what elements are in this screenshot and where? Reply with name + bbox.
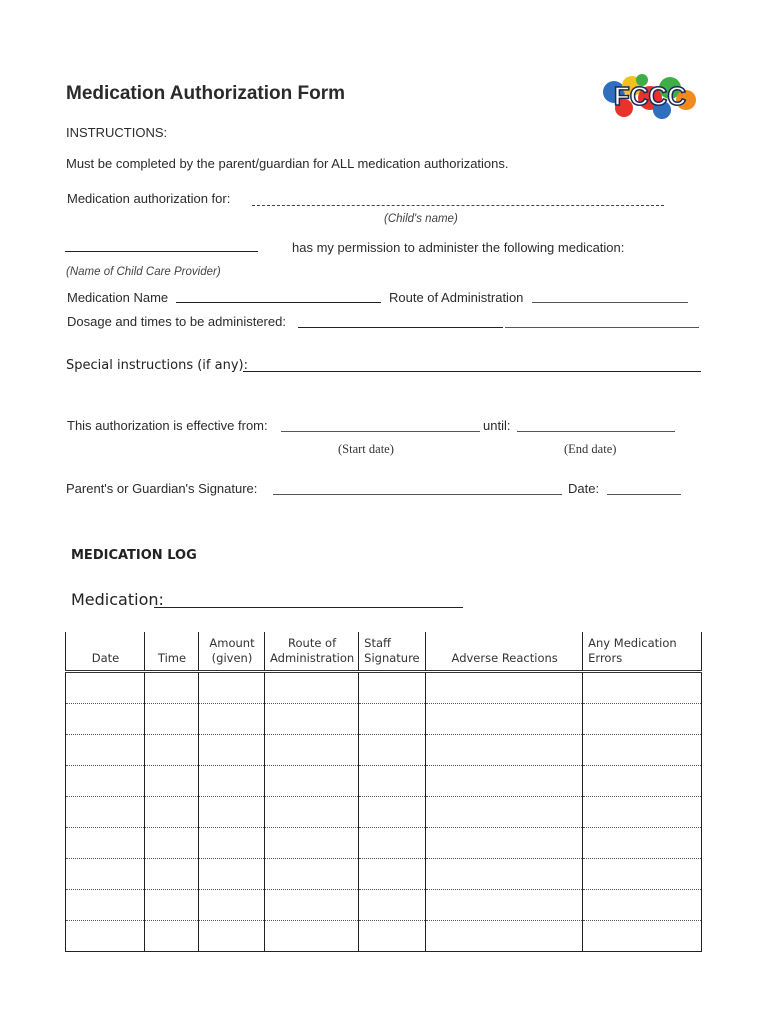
log-cell[interactable]	[145, 704, 199, 735]
log-cell[interactable]	[145, 797, 199, 828]
signature-field[interactable]	[273, 494, 562, 495]
route-field[interactable]	[532, 302, 688, 303]
log-cell[interactable]	[145, 735, 199, 766]
log-cell[interactable]	[583, 672, 702, 704]
childs-name-field[interactable]	[252, 205, 664, 206]
provider-caption: (Name of Child Care Provider)	[66, 266, 221, 278]
provider-name-field[interactable]	[65, 251, 258, 252]
until-label: until:	[483, 418, 511, 433]
log-cell[interactable]	[265, 704, 359, 735]
end-date-field[interactable]	[517, 431, 675, 432]
log-cell[interactable]	[265, 859, 359, 890]
log-cell[interactable]	[426, 828, 583, 859]
log-row	[66, 735, 702, 766]
log-row	[66, 672, 702, 704]
log-cell[interactable]	[359, 797, 426, 828]
log-cell[interactable]	[265, 672, 359, 704]
log-cell[interactable]	[66, 859, 145, 890]
log-cell[interactable]	[583, 704, 702, 735]
log-cell[interactable]	[583, 766, 702, 797]
permission-text: has my permission to administer the following medication:	[292, 240, 625, 255]
page-title: Medication Authorization Form	[66, 83, 346, 104]
col-staff-signature: Staff Signature	[359, 632, 426, 672]
log-cell[interactable]	[359, 766, 426, 797]
log-cell[interactable]	[359, 921, 426, 952]
log-cell[interactable]	[359, 828, 426, 859]
effective-from-label: This authorization is effective from:	[67, 418, 268, 433]
log-cell[interactable]	[66, 735, 145, 766]
childs-name-caption: (Child's name)	[384, 213, 458, 225]
col-time: Time	[145, 632, 199, 672]
log-cell[interactable]	[426, 890, 583, 921]
dosage-label: Dosage and times to be administered:	[67, 314, 286, 329]
log-cell[interactable]	[199, 704, 265, 735]
log-row	[66, 766, 702, 797]
medication-log-table	[65, 632, 702, 952]
log-cell[interactable]	[265, 890, 359, 921]
log-cell[interactable]	[426, 672, 583, 704]
log-cell[interactable]	[426, 797, 583, 828]
log-cell[interactable]	[66, 704, 145, 735]
log-cell[interactable]	[66, 766, 145, 797]
log-cell[interactable]	[199, 766, 265, 797]
col-adverse-reactions: Adverse Reactions	[426, 632, 583, 672]
log-cell[interactable]	[583, 828, 702, 859]
log-cell[interactable]	[426, 766, 583, 797]
dosage-field-continued[interactable]	[505, 327, 699, 328]
log-cell[interactable]	[265, 735, 359, 766]
log-medication-field[interactable]	[154, 607, 463, 608]
log-cell[interactable]	[199, 672, 265, 704]
log-cell[interactable]	[426, 921, 583, 952]
log-cell[interactable]	[265, 921, 359, 952]
log-cell[interactable]	[66, 890, 145, 921]
route-label: Route of Administration	[389, 290, 524, 305]
log-cell[interactable]	[426, 859, 583, 890]
instructions-label: INSTRUCTIONS:	[66, 125, 168, 140]
special-instructions-field[interactable]	[243, 371, 701, 372]
date-label: Date:	[568, 481, 600, 496]
dosage-field[interactable]	[298, 327, 503, 328]
log-cell[interactable]	[66, 797, 145, 828]
log-cell[interactable]	[145, 766, 199, 797]
log-cell[interactable]	[426, 735, 583, 766]
col-amount: Amount (given)	[199, 632, 265, 672]
log-cell[interactable]	[265, 828, 359, 859]
start-date-field[interactable]	[281, 431, 480, 432]
log-medication-label: Medication:	[71, 590, 164, 609]
log-cell[interactable]	[265, 797, 359, 828]
medication-log-heading: MEDICATION LOG	[71, 548, 197, 563]
end-date-caption: (End date)	[564, 442, 617, 456]
col-date: Date	[66, 632, 145, 672]
log-cell[interactable]	[359, 859, 426, 890]
log-cell[interactable]	[145, 672, 199, 704]
log-cell[interactable]	[145, 921, 199, 952]
log-cell[interactable]	[359, 704, 426, 735]
log-cell[interactable]	[359, 890, 426, 921]
logo-text: FCCC	[613, 81, 687, 111]
col-medication-errors: Any Medication Errors	[583, 632, 702, 672]
log-row	[66, 921, 702, 952]
log-cell[interactable]	[583, 921, 702, 952]
log-cell[interactable]	[66, 672, 145, 704]
col-route: Route of Administration	[265, 632, 359, 672]
log-row	[66, 704, 702, 735]
special-instructions-label: Special instructions (if any):	[66, 358, 248, 373]
log-cell[interactable]	[199, 921, 265, 952]
log-cell[interactable]	[199, 828, 265, 859]
log-cell[interactable]	[145, 859, 199, 890]
log-cell[interactable]	[145, 828, 199, 859]
log-cell[interactable]	[583, 890, 702, 921]
signature-label: Parent's or Guardian's Signature:	[66, 481, 258, 496]
log-cell[interactable]	[265, 766, 359, 797]
log-cell[interactable]	[199, 890, 265, 921]
instructions-text: Must be completed by the parent/guardian for ALL medication authorizations.	[66, 156, 509, 171]
log-cell[interactable]	[583, 859, 702, 890]
authorization-for-label: Medication authorization for:	[67, 191, 231, 206]
log-cell[interactable]	[66, 828, 145, 859]
log-row	[66, 797, 702, 828]
log-cell[interactable]	[583, 797, 702, 828]
log-cell[interactable]	[199, 797, 265, 828]
log-cell[interactable]	[199, 859, 265, 890]
start-date-caption: (Start date)	[338, 442, 394, 456]
fccc-logo	[602, 72, 698, 122]
log-row	[66, 859, 702, 890]
log-header-row	[66, 632, 702, 672]
log-cell[interactable]	[359, 735, 426, 766]
log-cell[interactable]	[583, 735, 702, 766]
log-cell[interactable]	[359, 672, 426, 704]
log-row	[66, 890, 702, 921]
log-cell[interactable]	[426, 704, 583, 735]
log-cell[interactable]	[199, 735, 265, 766]
log-row	[66, 828, 702, 859]
log-cell[interactable]	[145, 890, 199, 921]
medication-name-field[interactable]	[176, 302, 381, 303]
medication-name-label: Medication Name	[67, 290, 169, 305]
signature-date-field[interactable]	[607, 494, 681, 495]
log-cell[interactable]	[66, 921, 145, 952]
